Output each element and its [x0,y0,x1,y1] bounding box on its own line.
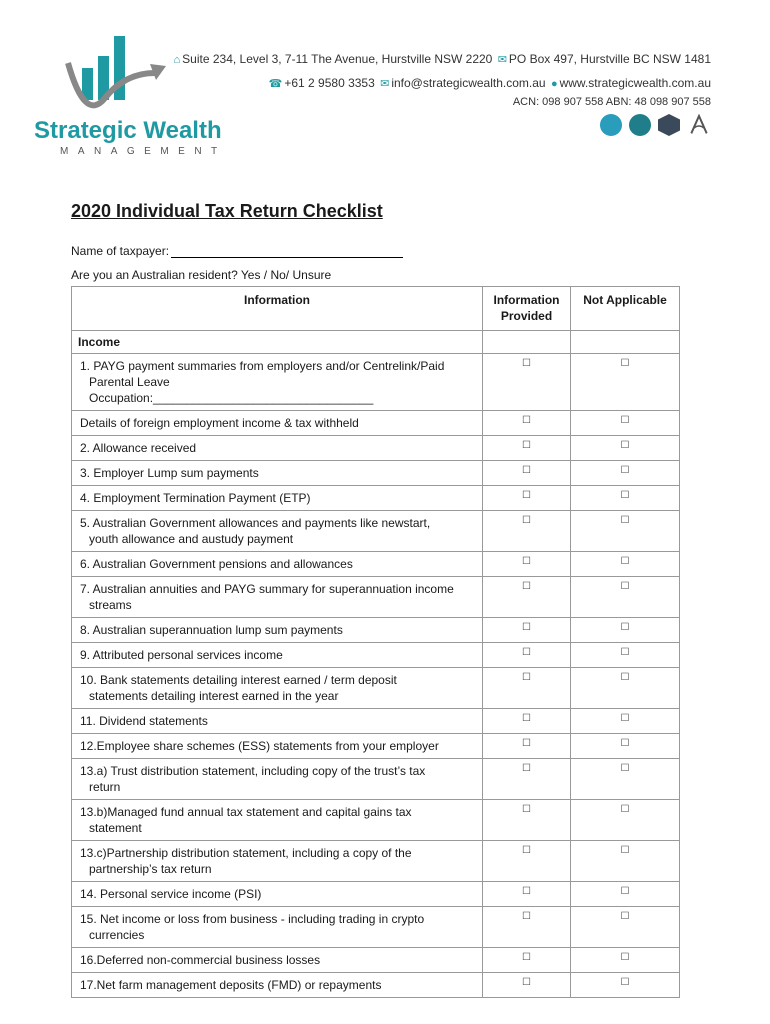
provided-checkbox[interactable]: ☐ [483,577,571,618]
provided-checkbox[interactable]: ☐ [483,354,571,411]
resident-question: Are you an Australian resident? Yes / No/ Unsure [71,268,332,282]
section-income: Income [72,331,483,354]
na-checkbox[interactable]: ☐ [571,973,680,998]
provided-checkbox[interactable]: ☐ [483,618,571,643]
checklist-item-text: 10. Bank statements detailing interest earned / term deposit [80,673,397,687]
page-title: 2020 Individual Tax Return Checklist [71,201,383,221]
checklist-item-text: 9. Attributed personal services income [80,648,283,662]
acn-abn: ACN: 098 907 558 ABN: 48 098 907 558 [512,96,711,108]
na-checkbox[interactable]: ☐ [571,709,680,734]
website-link[interactable]: www.strategicwealth.com.au [559,76,711,90]
checklist-item-text: 4. Employment Termination Payment (ETP) [80,491,311,505]
na-checkbox[interactable]: ☐ [571,436,680,461]
table-row [72,973,680,998]
checklist-item-text: currencies [89,928,145,942]
header-information-provided: Information Provided [483,287,571,331]
table-row [72,907,680,948]
table-row [72,759,680,800]
empty-cell [571,331,680,354]
checklist-item [72,618,483,643]
checklist-item-text: Occupation:_________________________________ [89,391,374,405]
checklist-item-text: 3. Employer Lump sum payments [80,466,259,480]
association-badge-icon [687,114,711,136]
checklist-item [72,759,483,800]
checklist-item-text: 13.a) Trust distribution statement, including copy of the trust’s tax [80,764,426,778]
na-checkbox[interactable]: ☐ [571,643,680,668]
table-row [72,882,680,907]
table-row [72,734,680,759]
checklist-item-text: 17.Net farm management deposits (FMD) or repayments [80,978,382,992]
checklist-item [72,436,483,461]
mailbox-icon: ✉ [497,54,507,66]
na-checkbox[interactable]: ☐ [571,882,680,907]
checklist-item [72,734,483,759]
table-row [72,552,680,577]
checklist-item-text: 16.Deferred non-commercial business losses [80,953,321,967]
checklist-item-text: 6. Australian Government pensions and allowances [80,557,353,571]
checklist-item-text: Details of foreign employment income & tax withheld [80,416,359,430]
checklist-table [71,286,680,998]
checklist-item [72,486,483,511]
table-row [72,486,680,511]
table-row [72,411,680,436]
taxpayer-name-line [71,244,403,258]
provided-checkbox[interactable]: ☐ [483,882,571,907]
empty-cell [483,331,571,354]
provided-checkbox[interactable]: ☐ [483,552,571,577]
table-row [72,577,680,618]
table-row [72,841,680,882]
email-link[interactable]: info@strategicwealth.com.au [391,76,546,90]
checklist-item [72,354,483,411]
table-row [72,511,680,552]
na-checkbox[interactable]: ☐ [571,577,680,618]
table-row [72,709,680,734]
na-checkbox[interactable]: ☐ [571,734,680,759]
checklist-item [72,709,483,734]
table-header-row [72,287,680,331]
checklist-item-text: 15. Net income or loss from business - including trading in crypto [80,912,425,926]
provided-checkbox[interactable]: ☐ [483,734,571,759]
checklist-item-text: 7. Australian annuities and PAYG summary for superannuation income [80,582,454,596]
checklist-item [72,882,483,907]
checklist-item-text: 13.b)Managed fund annual tax statement and capital gains tax [80,805,412,819]
checklist-item [72,461,483,486]
checklist-item [72,577,483,618]
provided-checkbox[interactable]: ☐ [483,486,571,511]
checklist-item-text: 8. Australian superannuation lump sum payments [80,623,343,637]
table-row [72,618,680,643]
table-row [72,800,680,841]
home-icon: ⌂ [173,54,181,66]
phone-icon: ☎ [268,78,283,90]
na-checkbox[interactable]: ☐ [571,907,680,948]
email-icon: ✉ [380,78,390,90]
na-checkbox[interactable]: ☐ [571,486,680,511]
checklist-item [72,973,483,998]
checklist-item-text: statement [89,821,142,835]
table-row [72,461,680,486]
address: Suite 234, Level 3, 7-11 The Avenue, Hurstville NSW 2220 [182,52,493,66]
checklist-item [72,800,483,841]
na-checkbox[interactable]: ☐ [571,354,680,411]
globe-icon: ● [550,78,558,90]
table-row [72,668,680,709]
contact-details-line [267,76,711,90]
accreditation-badge-icon [629,114,651,136]
provided-checkbox[interactable]: ☐ [483,668,571,709]
checklist-item [72,668,483,709]
provided-checkbox[interactable]: ☐ [483,709,571,734]
na-checkbox[interactable]: ☐ [571,841,680,882]
provided-checkbox[interactable]: ☐ [483,436,571,461]
checklist-item [72,552,483,577]
provided-checkbox[interactable]: ☐ [483,461,571,486]
contact-address-line [172,52,711,66]
na-checkbox[interactable]: ☐ [571,511,680,552]
na-checkbox[interactable]: ☐ [571,618,680,643]
provided-checkbox[interactable]: ☐ [483,511,571,552]
logo-subtitle: MANAGEMENT [60,146,227,157]
checklist-item-text: partnership’s tax return [89,862,212,876]
checklist-item-text: Parental Leave [89,375,170,389]
na-checkbox[interactable]: ☐ [571,800,680,841]
provided-checkbox[interactable]: ☐ [483,973,571,998]
provided-checkbox[interactable]: ☐ [483,759,571,800]
na-checkbox[interactable]: ☐ [571,668,680,709]
checklist-item-text: 14. Personal service income (PSI) [80,887,262,901]
phone: +61 2 9580 3353 [284,76,375,90]
checklist-item-text: 13.c)Partnership distribution statement, including a copy of the [80,846,412,860]
checklist-item-text: return [89,780,121,794]
checklist-item-text: streams [89,598,132,612]
provided-checkbox[interactable]: ☐ [483,907,571,948]
taxpayer-name-field[interactable] [171,245,403,258]
table-row [72,354,680,411]
na-checkbox[interactable]: ☐ [571,759,680,800]
provided-checkbox[interactable]: ☐ [483,800,571,841]
table-row [72,948,680,973]
provided-checkbox[interactable]: ☐ [483,643,571,668]
checklist-item-text: statements detailing interest earned in the year [89,689,339,703]
table-row [72,436,680,461]
header-not-applicable: Not Applicable [571,287,680,331]
checklist-item [72,907,483,948]
na-checkbox[interactable]: ☐ [571,552,680,577]
checklist-item-text: 5. Australian Government allowances and payments like newstart, [80,516,431,530]
na-checkbox[interactable]: ☐ [571,461,680,486]
checklist-item-text: 11. Dividend statements [80,714,208,728]
provided-checkbox[interactable]: ☐ [483,411,571,436]
checklist-item [72,643,483,668]
accreditation-badges [600,114,711,136]
taxpayer-name-label: Name of taxpayer: [71,244,170,258]
checklist-item [72,411,483,436]
section-row [72,331,680,354]
checklist-item [72,511,483,552]
provided-checkbox[interactable]: ☐ [483,948,571,973]
table-row [72,643,680,668]
smsf-badge-icon [658,114,680,136]
provided-checkbox[interactable]: ☐ [483,841,571,882]
logo-name: Strategic Wealth [34,117,222,144]
header-information: Information [72,287,483,331]
na-checkbox[interactable]: ☐ [571,411,680,436]
checklist-item-text: youth allowance and austudy payment [89,532,294,546]
checklist-item-text: 2. Allowance received [80,441,197,455]
checklist-item-text: 1. PAYG payment summaries from employers and/or Centrelink/Paid [80,359,445,373]
checklist-item-text: 12.Employee share schemes (ESS) statements from your employer [80,739,439,753]
accreditation-badge-icon [600,114,622,136]
na-checkbox[interactable]: ☐ [571,948,680,973]
checklist-item [72,841,483,882]
po-box: PO Box 497, Hurstville BC NSW 1481 [508,52,711,66]
checklist-item [72,948,483,973]
